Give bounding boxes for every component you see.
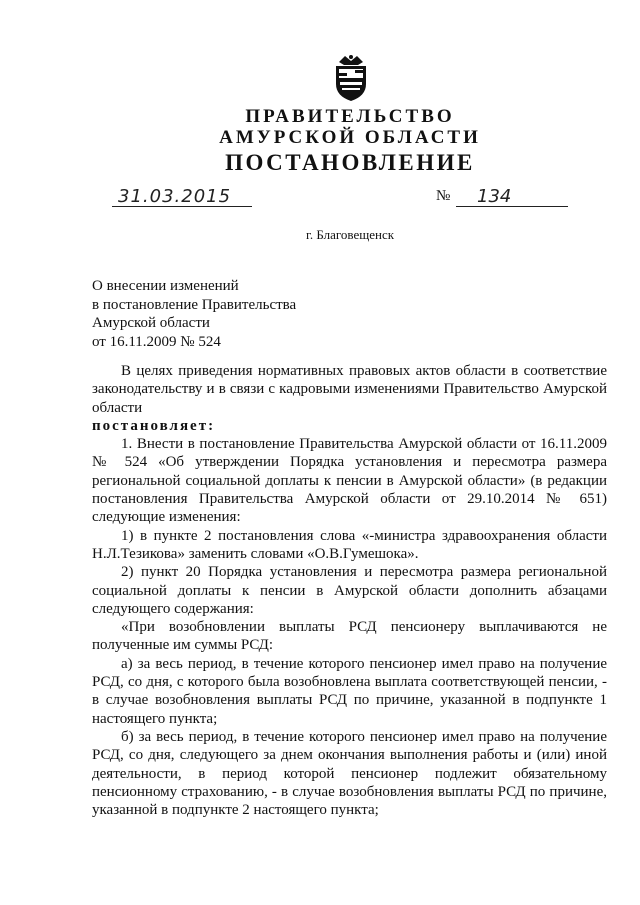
preamble-paragraph: В целях приведения нормативных правовых актов области в соответствие законодательству и в связи с кадровыми изменениями Правительство Амурской области [92,363,607,416]
point-b-paragraph: б) за весь период, в течение которого пенсионер имел право на получение РСД, со дня, следующего за днем окончания выполнения работы и (или) иной деятельности, в период которой пенсионер подлежит обязательному пенсионному страхованию, - в случае возобновления выплаты РСД по причине, указанной в подпункте 2 настоящего пункта; [92,728,607,819]
document-date: 31.03.2015 [118,186,232,207]
subject-line: Амурской области [92,315,210,331]
document-type-title: ПОСТАНОВЛЕНИЕ [225,150,475,175]
subject-line: в постановление Правительства [92,296,297,313]
quote-intro-paragraph: «При возобновлении выплаты РСД пенсионеру выплачиваются не полученные им суммы РСД: [92,619,607,654]
subject-line: О внесении изменений [92,278,239,294]
number-underline [456,206,568,207]
point-a-paragraph: а) за весь период, в течение которого пенсионер имел право на получение РСД, со дня, с которого была возобновлена выплата соответствующей пенсии, - в случае возобновления выплаты РСД по причине, указанной в подпункте 1 настоящего пункта; [92,655,607,727]
document-city: г. Благовещенск [305,227,395,242]
coat-of-arms-icon [327,52,375,102]
subject-line: от 16.11.2009 № 524 [92,333,221,350]
document-number: 134 [477,186,512,207]
document-number-label: № [436,188,451,204]
document-subject [92,277,296,351]
resolves-heading [92,417,607,435]
item-1-paragraph: 1. Внести в постановление Правительства Амурской области от 16.11.2009 № 524 «Об утверждении Порядка установления и пересмотра размера региональной социальной доплаты к пенсии в Амурской области» (в редакции постановления Правительства Амурской области от 29.10.2014 № 651) следующие изменения: [92,436,607,526]
item-1-1-paragraph: 1) в пункте 2 постановления слова «-министра здравоохранения области Н.Л.Тезикова» заменить словами «О.В.Гумешока». [92,527,607,562]
date-underline [112,206,252,207]
header-line-government: ПРАВИТЕЛЬСТВО [245,106,455,127]
header-line-region: АМУРСКОЙ ОБЛАСТИ [219,127,481,148]
item-1-2-paragraph: 2) пункт 20 Порядка установления и пересмотра размера региональной социальной доплаты к пенсии в Амурской области дополнить абзацами следующего содержания: [92,564,607,617]
document-body [92,362,607,819]
resolves-text: постановляет: [92,417,216,434]
